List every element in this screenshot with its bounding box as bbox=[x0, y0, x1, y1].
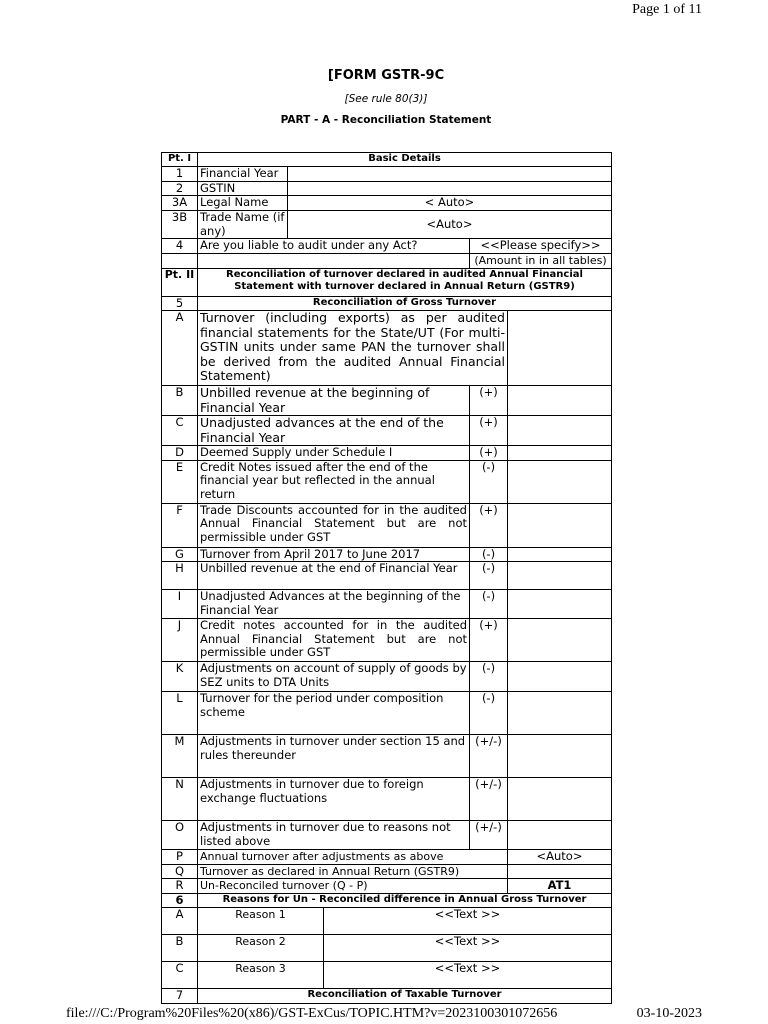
sec5-heading: Reconciliation of Gross Turnover bbox=[198, 296, 612, 311]
row-sign: (-) bbox=[470, 460, 508, 503]
table-row bbox=[162, 692, 612, 735]
reason-label: Reason 3 bbox=[198, 962, 324, 989]
form-part-heading: PART - A - Reconciliation Statement bbox=[280, 114, 492, 126]
row-description: Unbilled revenue at the end of Financial Year bbox=[198, 562, 470, 590]
row-number: R bbox=[162, 879, 198, 894]
row-sign: (+) bbox=[470, 619, 508, 662]
row-number: C bbox=[162, 962, 198, 989]
row-description: Unbilled revenue at the beginning of Financial Year bbox=[198, 386, 470, 416]
sec6-header-row bbox=[162, 893, 612, 908]
row-number: 1 bbox=[162, 167, 198, 182]
row-description: Adjustments in turnover due to foreign exchange fluctuations bbox=[198, 778, 470, 821]
row-number: 4 bbox=[162, 239, 198, 254]
row-description: Credit Notes issued after the end of the financial year but reflected in the annual return bbox=[198, 460, 470, 503]
row-number: Q bbox=[162, 864, 198, 879]
pt1-label: Pt. I bbox=[162, 153, 198, 167]
row-number: O bbox=[162, 821, 198, 850]
sec5-header-row bbox=[162, 296, 612, 311]
row-value bbox=[508, 446, 612, 461]
row-value bbox=[508, 590, 612, 619]
row-description: Turnover (including exports) as per audited financial statements for the State/UT (For multi-GSTIN units under same PAN the turnover shall be derived from the audited Annual Financial Statement) bbox=[198, 311, 508, 386]
reason-label: Reason 1 bbox=[198, 908, 324, 935]
row-number: L bbox=[162, 692, 198, 735]
reason-text-value: <<Text >> bbox=[324, 908, 612, 935]
row-value bbox=[508, 619, 612, 662]
table-row bbox=[162, 547, 612, 562]
row-description: Annual turnover after adjustments as above bbox=[198, 850, 508, 865]
row-description: Credit notes accounted for in the audited Annual Financial Statement but are not permissible under GST bbox=[198, 619, 470, 662]
table-row bbox=[162, 935, 612, 962]
row-sign: (-) bbox=[470, 692, 508, 735]
legal-name-value: < Auto> bbox=[288, 196, 612, 211]
row-sign: (+) bbox=[470, 386, 508, 416]
financial-year-value bbox=[288, 167, 612, 182]
row-value bbox=[508, 503, 612, 547]
row-label: Financial Year bbox=[198, 167, 288, 182]
row-label: Trade Name (if any) bbox=[198, 211, 288, 239]
row-value bbox=[508, 662, 612, 692]
table-row bbox=[162, 503, 612, 547]
row-description: Unadjusted Advances at the beginning of the Financial Year bbox=[198, 590, 470, 619]
table-row bbox=[162, 167, 612, 182]
pt2-header-row bbox=[162, 268, 612, 296]
row-value bbox=[508, 311, 612, 386]
row-number: 3A bbox=[162, 196, 198, 211]
sec7-header-row bbox=[162, 989, 612, 1004]
amount-note-row bbox=[162, 254, 612, 269]
row-sign: (-) bbox=[470, 662, 508, 692]
table-row bbox=[162, 196, 612, 211]
row-description: Turnover for the period under composition scheme bbox=[198, 692, 470, 735]
table-row bbox=[162, 821, 612, 850]
row-sign: (+/-) bbox=[470, 735, 508, 778]
row-value bbox=[508, 864, 612, 879]
row-number: F bbox=[162, 503, 198, 547]
row-sign: (+/-) bbox=[470, 821, 508, 850]
row-number: 3B bbox=[162, 211, 198, 239]
row-sign: (-) bbox=[470, 590, 508, 619]
row-value bbox=[508, 778, 612, 821]
sec7-number: 7 bbox=[162, 989, 198, 1004]
trade-name-value: <Auto> bbox=[288, 211, 612, 239]
pt2-heading: Reconciliation of turnover declared in audited Annual Financial Statement with turnover declared in Annual Return (GSTR9) bbox=[198, 268, 612, 296]
table-row bbox=[162, 239, 612, 254]
gstr9c-form-table bbox=[161, 152, 612, 1004]
row-number: B bbox=[162, 386, 198, 416]
table-row bbox=[162, 908, 612, 935]
reason-label: Reason 2 bbox=[198, 935, 324, 962]
table-row bbox=[162, 879, 612, 894]
amount-note: (Amount in in all tables) bbox=[470, 254, 612, 269]
row-sign: (+) bbox=[470, 503, 508, 547]
table-row bbox=[162, 562, 612, 590]
row-description: Adjustments in turnover under section 15 and rules thereunder bbox=[198, 735, 470, 778]
table-row bbox=[162, 311, 612, 386]
page-indicator: Page 1 of 11 bbox=[632, 2, 702, 17]
reason-text-value: <<Text >> bbox=[324, 935, 612, 962]
table-row bbox=[162, 778, 612, 821]
row-number: 2 bbox=[162, 181, 198, 196]
row-description: Deemed Supply under Schedule I bbox=[198, 446, 470, 461]
blank-cell bbox=[162, 254, 198, 269]
row-sign: (+) bbox=[470, 416, 508, 446]
pt1-heading: Basic Details bbox=[198, 153, 612, 167]
table-row bbox=[162, 619, 612, 662]
table-row bbox=[162, 211, 612, 239]
row-description: Adjustments on account of supply of goods by SEZ units to DTA Units bbox=[198, 662, 470, 692]
row-label: GSTIN bbox=[198, 181, 288, 196]
row-number: M bbox=[162, 735, 198, 778]
row-number: G bbox=[162, 547, 198, 562]
row-value bbox=[508, 692, 612, 735]
row-description: Turnover as declared in Annual Return (GSTR9) bbox=[198, 864, 508, 879]
row-value bbox=[508, 386, 612, 416]
footer-file-url: file:///C:/Program%20Files%20(x86)/GST-ExCus/TOPIC.HTM?v=2023100301072656 bbox=[66, 1006, 558, 1021]
form-title: [FORM GSTR-9C bbox=[327, 68, 445, 83]
row-label: Are you liable to audit under any Act? bbox=[198, 239, 470, 254]
table-row bbox=[162, 416, 612, 446]
row-number: B bbox=[162, 935, 198, 962]
row-number: E bbox=[162, 460, 198, 503]
row-value bbox=[508, 416, 612, 446]
row-sign: (-) bbox=[470, 547, 508, 562]
row-number: H bbox=[162, 562, 198, 590]
audit-liability-value: <<Please specify>> bbox=[470, 239, 612, 254]
row-number: K bbox=[162, 662, 198, 692]
row-number: P bbox=[162, 850, 198, 865]
row-value bbox=[508, 460, 612, 503]
row-description: Turnover from April 2017 to June 2017 bbox=[198, 547, 470, 562]
table-row bbox=[162, 446, 612, 461]
row-sign: (+) bbox=[470, 446, 508, 461]
row-number: C bbox=[162, 416, 198, 446]
table-row bbox=[162, 590, 612, 619]
row-description: Adjustments in turnover due to reasons not listed above bbox=[198, 821, 470, 850]
table-row bbox=[162, 662, 612, 692]
sec7-heading: Reconciliation of Taxable Turnover bbox=[198, 989, 612, 1004]
pt1-header-row bbox=[162, 153, 612, 167]
reason-text-value: <<Text >> bbox=[324, 962, 612, 989]
footer-date: 03-10-2023 bbox=[636, 1006, 702, 1021]
table-row bbox=[162, 962, 612, 989]
table-row bbox=[162, 864, 612, 879]
row-description: Unadjusted advances at the end of the Financial Year bbox=[198, 416, 470, 446]
form-rule-reference: [See rule 80(3)] bbox=[344, 93, 428, 105]
table-row bbox=[162, 181, 612, 196]
row-number: D bbox=[162, 446, 198, 461]
row-value: AT1 bbox=[508, 879, 612, 894]
blank-cell bbox=[198, 254, 470, 269]
row-description: Un-Reconciled turnover (Q - P) bbox=[198, 879, 508, 894]
table-row bbox=[162, 850, 612, 865]
sec6-number: 6 bbox=[162, 893, 198, 908]
row-number: A bbox=[162, 908, 198, 935]
pt2-label: Pt. II bbox=[162, 268, 198, 296]
table-row bbox=[162, 460, 612, 503]
sec6-heading: Reasons for Un - Reconciled difference in Annual Gross Turnover bbox=[198, 893, 612, 908]
row-number: A bbox=[162, 311, 198, 386]
table-row bbox=[162, 386, 612, 416]
row-number: I bbox=[162, 590, 198, 619]
gstin-value bbox=[288, 181, 612, 196]
row-value bbox=[508, 735, 612, 778]
row-number: J bbox=[162, 619, 198, 662]
row-value: <Auto> bbox=[508, 850, 612, 865]
row-number: N bbox=[162, 778, 198, 821]
row-value bbox=[508, 821, 612, 850]
table-row bbox=[162, 735, 612, 778]
row-description: Trade Discounts accounted for in the audited Annual Financial Statement but are not permissible under GST bbox=[198, 503, 470, 547]
row-sign: (-) bbox=[470, 562, 508, 590]
row-value bbox=[508, 547, 612, 562]
sec5-number: 5 bbox=[162, 296, 198, 311]
row-label: Legal Name bbox=[198, 196, 288, 211]
row-value bbox=[508, 562, 612, 590]
row-sign: (+/-) bbox=[470, 778, 508, 821]
